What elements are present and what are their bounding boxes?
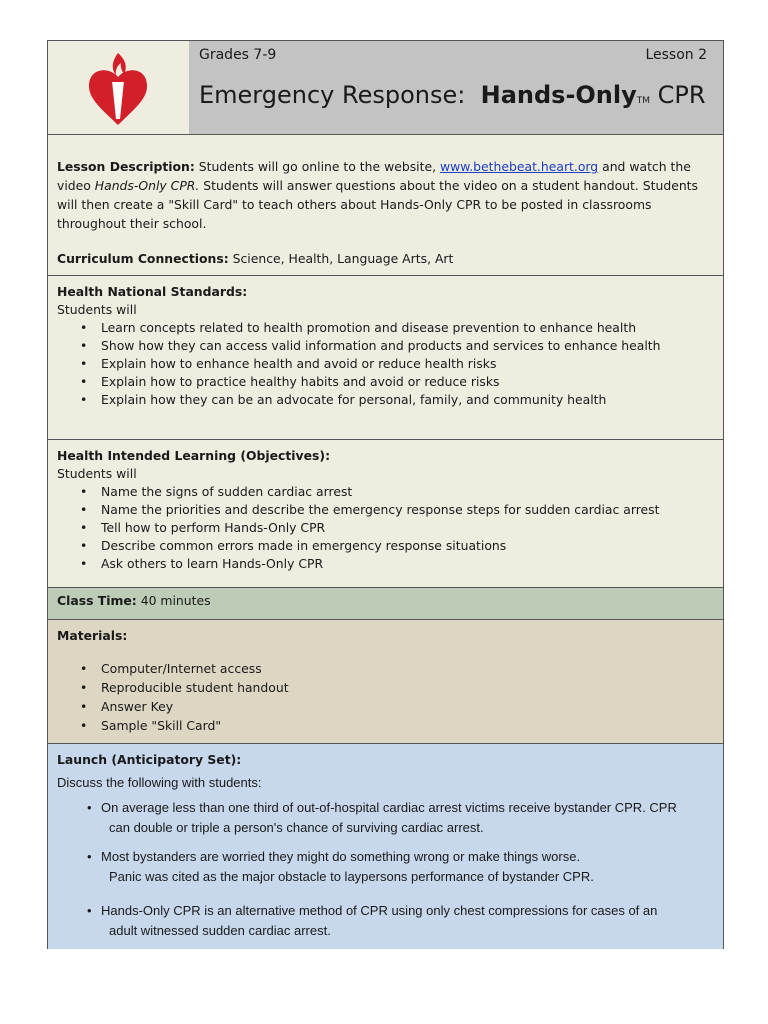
description-text: Students will go online to the website, (194, 159, 440, 174)
launch-line: On average less than one third of out-of-hospital cardiac arrest victims receive bystander CPR. CPR (101, 800, 677, 815)
title-cell (189, 41, 723, 134)
list-item: • Explain how to practice healthy habits and avoid or reduce risks (101, 373, 714, 391)
launch-line: can double or triple a person's chance of surviving cardiac arrest. (109, 820, 484, 835)
standards-intro: Students will (57, 302, 137, 317)
list-item: • Answer Key (101, 697, 714, 716)
objectives-list (57, 483, 714, 573)
list-item: • Sample "Skill Card" (101, 716, 714, 735)
objectives-intro: Students will (57, 466, 137, 481)
website-link[interactable]: www.bethebeat.heart.org (439, 159, 599, 174)
curriculum-connections (57, 249, 714, 268)
lesson-plan-sheet (47, 40, 724, 949)
list-item: • Reproducible student handout (101, 678, 714, 697)
materials-label: Materials: (57, 628, 128, 643)
launch-line: Hands-Only CPR is an alternative method of CPR using only chest compressions for cases of an (101, 903, 658, 918)
standards-list (57, 319, 714, 409)
heart-torch-logo-icon (48, 41, 189, 134)
list-item (101, 798, 714, 838)
list-item: • Show how they can access valid information and products and services to enhance health (101, 337, 714, 355)
header-row (48, 41, 723, 135)
lesson-number: Lesson 2 (645, 47, 707, 63)
launch-line: adult witnessed sudden cardiac arrest. (109, 923, 331, 938)
title-bold: Hands-Only (480, 81, 637, 109)
list-item (101, 847, 714, 887)
list-item (101, 901, 714, 941)
lesson-description (57, 157, 714, 233)
grades-label: Grades 7-9 (199, 47, 277, 63)
list-item: • Computer/Internet access (101, 659, 714, 678)
standards-label: Health National Standards: (57, 284, 248, 299)
materials-list (57, 659, 714, 735)
trademark-mark: TM (636, 96, 651, 106)
class-time-value: 40 minutes (136, 593, 211, 608)
launch-label: Launch (Anticipatory Set): (57, 752, 242, 767)
page-title (199, 81, 706, 109)
objectives-label: Health Intended Learning (Objectives): (57, 448, 331, 463)
curriculum-label: Curriculum Connections: (57, 251, 229, 266)
description-label: Lesson Description: (57, 159, 195, 174)
standards-section (48, 276, 723, 440)
title-prefix: Emergency Response: (199, 81, 466, 109)
title-suffix: CPR (657, 81, 706, 109)
list-item: • Ask others to learn Hands-Only CPR (101, 555, 714, 573)
launch-line: Most bystanders are worried they might do something wrong or make things worse. (101, 849, 581, 864)
list-item: • Describe common errors made in emergency response situations (101, 537, 714, 555)
curriculum-text: Science, Health, Language Arts, Art (228, 251, 454, 266)
description-section (48, 135, 723, 276)
list-item: • Tell how to perform Hands-Only CPR (101, 519, 714, 537)
description-text: and watch the video (57, 159, 691, 193)
list-item: • Explain how they can be an advocate for personal, family, and community health (101, 391, 714, 409)
launch-section (48, 744, 723, 949)
video-title: Hands-Only CPR. (94, 178, 200, 193)
description-text: Students will answer questions about the video on a student handout. Students will then create a "Skill Card" to teach others about Hands-Only CPR to be posted in classrooms throughout their school. (57, 178, 698, 231)
list-item: • Name the priorities and describe the emergency response steps for sudden cardiac arrest (101, 501, 714, 519)
objectives-section (48, 440, 723, 588)
logo-cell (48, 41, 190, 134)
class-time-label: Class Time: (57, 593, 137, 608)
launch-intro: Discuss the following with students: (57, 775, 262, 790)
launch-list (57, 798, 714, 941)
launch-line: Panic was cited as the major obstacle to laypersons performance of bystander CPR. (109, 869, 594, 884)
list-item: • Explain how to enhance health and avoid or reduce health risks (101, 355, 714, 373)
list-item: • Learn concepts related to health promotion and disease prevention to enhance health (101, 319, 714, 337)
list-item: • Name the signs of sudden cardiac arrest (101, 483, 714, 501)
materials-section (48, 620, 723, 744)
class-time-section (48, 588, 723, 620)
